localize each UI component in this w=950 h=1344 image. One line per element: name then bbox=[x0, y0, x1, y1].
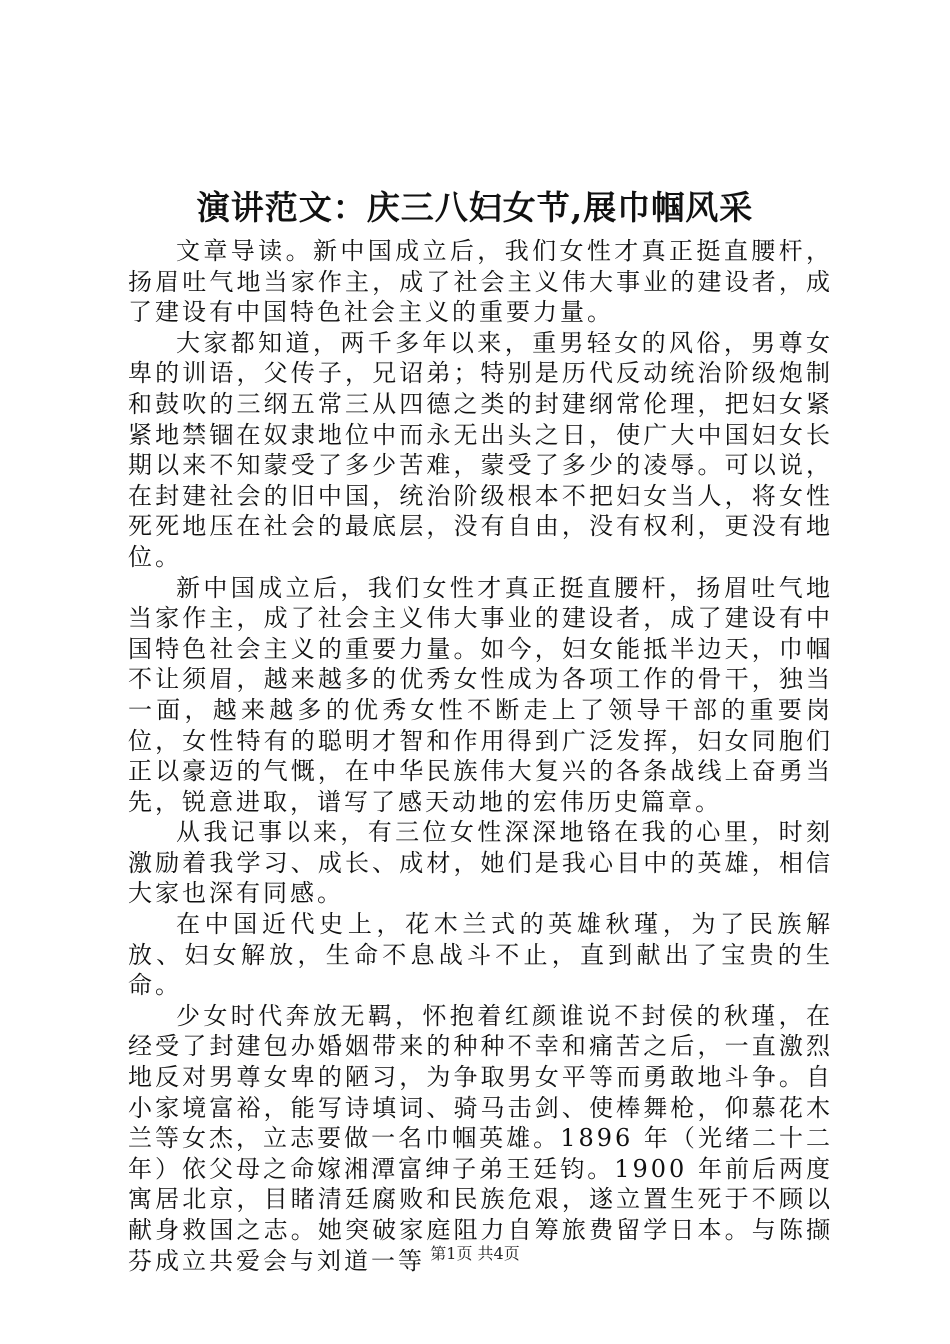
document-body bbox=[128, 236, 833, 1276]
paragraph-three-women: 从我记事以来，有三位女性深深地铬在我的心里，时刻激励着我学习、成长、成材，她们是我心目中的英雄，相信大家也深有同感。 bbox=[128, 818, 833, 908]
document-title: 演讲范文：庆三八妇女节,展巾帼风采 bbox=[196, 188, 754, 227]
paragraph-qiu-jin-bio: 少女时代奔放无羁，怀抱着红颜谁说不封侯的秋瑾，在经受了封建包办婚姻带来的种种不幸和痛苦之后，一直激烈地反对男尊女卑的陋习，为争取男女平等而勇敢地斗争。自小家境富裕，能写诗填词、骑马击剑、使棒舞枪，仰慕花木兰等女杰，立志要做一名巾帼英雄。1896 年（光绪二十二年）依父母之命嫁湘潭富绅子弟王廷钧。1900 年前后两度寓居北京，目睹清廷腐败和民族危艰，遂立置生死于不顾以献身救国之志。她突破家庭阻力自筹旅费留学日本。与陈撷芬成立共爱会与刘道一等 bbox=[128, 1001, 833, 1275]
paragraph-intro: 文章导读。新中国成立后，我们女性才真正挺直腰杆，扬眉吐气地当家作主，成了社会主义伟大事业的建设者，成了建设有中国特色社会主义的重要力量。 bbox=[128, 237, 833, 327]
paragraph-qiu-jin-intro: 在中国近代史上，花木兰式的英雄秋瑾，为了民族解放、妇女解放，生命不息战斗不止，直到献出了宝贵的生命。 bbox=[128, 910, 833, 1000]
page-footer: 第1页 共4页 bbox=[430, 1244, 520, 1263]
paragraph-new-china: 新中国成立后，我们女性才真正挺直腰杆，扬眉吐气地当家作主，成了社会主义伟大事业的建设者，成了建设有中国特色社会主义的重要力量。如今，妇女能抵半边天，巾帼不让须眉，越来越多的优秀女性成为各项工作的骨干，独当一面，越来越多的优秀女性不断走上了领导干部的重要岗位，女性特有的聪明才智和作用得到广泛发挥，妇女同胞们正以豪迈的气慨，在中华民族伟大复兴的各条战线上奋勇当先，锐意进取，谱写了感天动地的宏伟历史篇章。 bbox=[128, 573, 833, 816]
paragraph-feudal-history: 大家都知道，两千多年以来，重男轻女的风俗，男尊女卑的训语，父传子，兄诏弟；特别是历代反动统治阶级炮制和鼓吹的三纲五常三从四德之类的封建纲常伦理，把妇女紧紧地禁锢在奴隶地位中而永无出头之日，使广大中国妇女长期以来不知蒙受了多少苦难，蒙受了多少的凌辱。可以说，在封建社会的旧中国，统治阶级根本不把妇女当人，将女性死死地压在社会的最底层，没有自由，没有权利，更没有地位。 bbox=[128, 328, 833, 571]
